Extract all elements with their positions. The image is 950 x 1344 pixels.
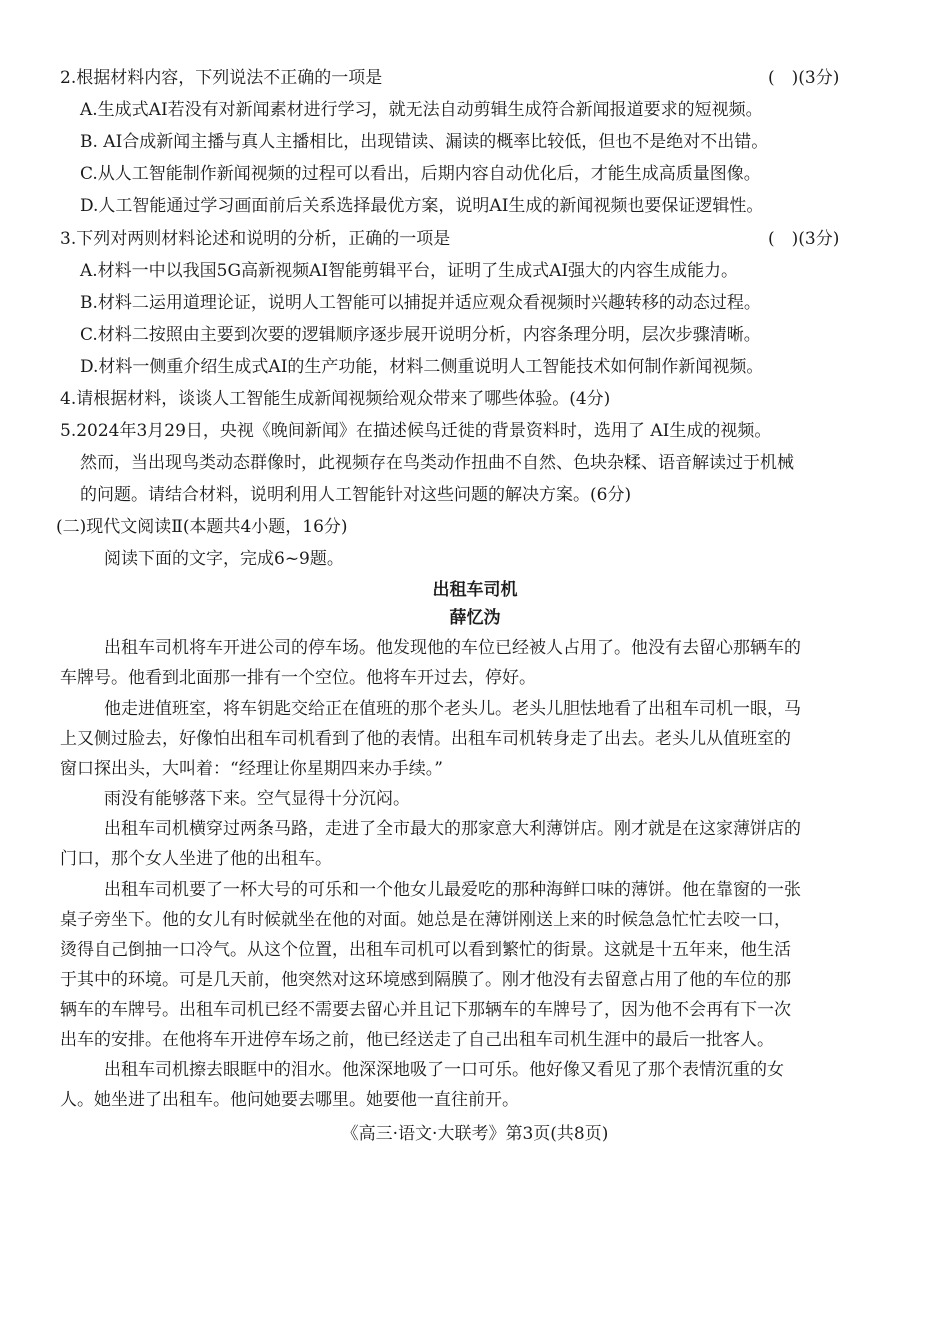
question-2-stem: 2.根据材料内容，下列说法不正确的一项是 bbox=[60, 68, 383, 88]
page-footer: 《高三·语文·大联考》第3页(共8页) bbox=[341, 1124, 609, 1144]
article-line: 雨没有能够落下来。空气显得十分沉闷。 bbox=[104, 789, 410, 809]
article-line: 出租车司机擦去眼眶中的泪水。他深深地吸了一口可乐。他好像又看见了那个表情沉重的女 bbox=[104, 1060, 784, 1080]
article-line: 烫得自己倒抽一口冷气。从这个位置，出租车司机可以看到繁忙的街景。这就是十五年来，他生活 bbox=[60, 940, 791, 960]
article-line: 门口，那个女人坐进了他的出租车。 bbox=[60, 849, 332, 869]
article-line: 出租车司机将车开进公司的停车场。他发现他的车位已经被人占用了。他没有去留心那辆车的 bbox=[104, 638, 801, 658]
article-line: 出租车司机横穿过两条马路，走进了全市最大的那家意大利薄饼店。刚才就是在这家薄饼店的 bbox=[104, 819, 801, 839]
article-line: 出车的安排。在他将车开进停车场之前，他已经送走了自己出租车司机生涯中的最后一批客人。 bbox=[60, 1030, 774, 1050]
question-5-line-3: 的问题。请结合材料，说明利用人工智能针对这些问题的解决方案。(6分) bbox=[80, 485, 632, 505]
question-3-option-a: A.材料一中以我国5G高新视频AI智能剪辑平台，证明了生成式AI强大的内容生成能力。 bbox=[80, 261, 739, 281]
article-line: 他走进值班室，将车钥匙交给正在值班的那个老头儿。老头儿胆怯地看了出租车司机一眼，马 bbox=[104, 699, 801, 719]
article-line: 出租车司机要了一杯大号的可乐和一个他女儿最爱吃的那种海鲜口味的薄饼。他在靠窗的一张 bbox=[104, 880, 801, 900]
section-heading: (二)现代文阅读Ⅱ(本题共4小题，16分) bbox=[56, 517, 348, 537]
question-3-stem: 3.下列对两则材料论述和说明的分析，正确的一项是 bbox=[60, 229, 451, 249]
question-3-mark: ( )(3分) bbox=[768, 229, 840, 249]
article-title: 出租车司机 bbox=[432, 580, 518, 600]
question-3-option-d: D.材料一侧重介绍生成式AI的生产功能，材料二侧重说明人工智能技术如何制作新闻视频。 bbox=[80, 357, 764, 377]
question-5-line-2: 然而，当出现鸟类动态群像时，此视频存在鸟类动作扭曲不自然、色块杂糅、语音解读过于机械 bbox=[80, 453, 794, 473]
article-author: 薛忆沩 bbox=[449, 608, 501, 628]
question-3-option-c: C.材料二按照由主要到次要的逻辑顺序逐步展开说明分析，内容条理分明，层次步骤清晰。 bbox=[80, 325, 761, 345]
question-2-mark: ( )(3分) bbox=[768, 68, 840, 88]
question-2-option-b: B. AI合成新闻主播与真人主播相比，出现错读、漏读的概率比较低，但也不是绝对不出错。 bbox=[80, 132, 769, 152]
question-4: 4.请根据材料，谈谈人工智能生成新闻视频给观众带来了哪些体验。(4分) bbox=[60, 389, 611, 409]
question-3-option-b: B.材料二运用道理论证，说明人工智能可以捕捉并适应观众看视频时兴趣转移的动态过程。 bbox=[80, 293, 761, 313]
article-line: 于其中的环境。可是几天前，他突然对这环境感到隔膜了。刚才他没有去留意占用了他的车位的那 bbox=[60, 970, 791, 990]
section-instruction: 阅读下面的文字，完成6~9题。 bbox=[104, 549, 344, 569]
article-line: 上又侧过脸去，好像怕出租车司机看到了他的表情。出租车司机转身走了出去。老头儿从值班室的 bbox=[60, 729, 791, 749]
article-line: 桌子旁坐下。他的女儿有时候就坐在他的对面。她总是在薄饼刚送上来的时候急急忙忙去咬一口， bbox=[60, 910, 791, 930]
question-5-line-1: 5.2024年3月29日，央视《晚间新闻》在描述候鸟迁徙的背景资料时，选用了 AI生成的视频。 bbox=[60, 421, 772, 441]
article-line: 人。她坐进了出租车。他问她要去哪里。她要他一直往前开。 bbox=[60, 1090, 519, 1110]
question-2-option-d: D.人工智能通过学习画面前后关系选择最优方案，说明AI生成的新闻视频也要保证逻辑性。 bbox=[80, 196, 764, 216]
article-line: 车牌号。他看到北面那一排有一个空位。他将车开过去，停好。 bbox=[60, 668, 536, 688]
question-2-option-c: C.从人工智能制作新闻视频的过程可以看出，后期内容自动优化后，才能生成高质量图像。 bbox=[80, 164, 761, 184]
article-line: 辆车的车牌号。出租车司机已经不需要去留心并且记下那辆车的车牌号了，因为他不会再有下一次 bbox=[60, 1000, 791, 1020]
article-line: 窗口探出头，大叫着：“经理让你星期四来办手续。” bbox=[60, 759, 443, 779]
question-2-option-a: A.生成式AI若没有对新闻素材进行学习，就无法自动剪辑生成符合新闻报道要求的短视频。 bbox=[80, 100, 763, 120]
